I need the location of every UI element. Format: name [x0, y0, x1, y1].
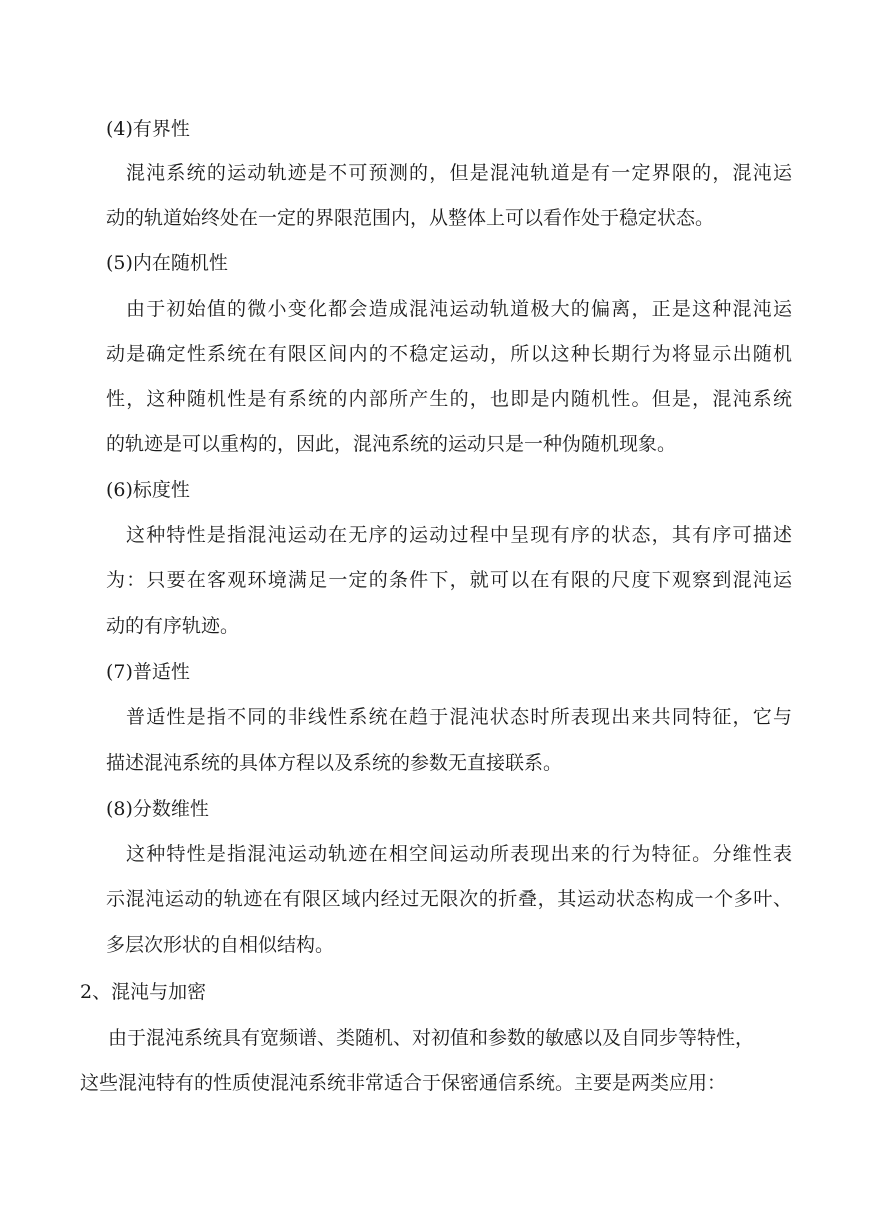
paragraph-line: 由于混沌系统具有宽频谱、类随机、对初值和参数的敏感以及自同步等特性， [108, 1027, 755, 1049]
paragraph-line: 的轨迹是可以重构的，因此，混沌系统的运动只是一种伪随机现象。 [106, 433, 677, 455]
paragraph-line: 这种特性是指混沌运动轨迹在相空间运动所表现出来的行为特征。分维性表 [126, 843, 792, 865]
paragraph-line: 多层次形状的自相似结构。 [106, 934, 335, 956]
paragraph-line: 混沌系统的运动轨迹是不可预测的，但是混沌轨道是有一定界限的，混沌运 [126, 162, 792, 184]
paragraph-line: 描述混沌系统的具体方程以及系统的参数无直接联系。 [106, 752, 563, 774]
heading-fractal-dimension: (8)分数维性 [106, 798, 209, 820]
paragraph-line: 为：只要在客观环境满足一定的条件下，就可以在有限的尺度下观察到混沌运 [106, 569, 792, 591]
paragraph-line: 动的有序轨迹。 [106, 615, 240, 637]
paragraph-line: 普适性是指不同的非线性系统在趋于混沌状态时所表现出来共同特征，它与 [126, 706, 792, 728]
paragraph-line: 这些混沌特有的性质使混沌系统非常适合于保密通信系统。主要是两类应用： [80, 1072, 727, 1094]
heading-boundedness: (4)有界性 [106, 118, 190, 140]
section-heading-chaos-encryption: 2、混沌与加密 [80, 981, 207, 1003]
paragraph-line: 这种特性是指混沌运动在无序的运动过程中呈现有序的状态，其有序可描述 [126, 524, 792, 546]
paragraph-line: 性，这种随机性是有系统的内部所产生的，也即是内随机性。但是，混沌系统 [106, 388, 792, 410]
heading-universality: (7)普适性 [106, 661, 190, 683]
heading-intrinsic-randomness: (5)内在随机性 [106, 252, 228, 274]
paragraph-line: 由于初始值的微小变化都会造成混沌运动轨道极大的偏离，正是这种混沌运 [126, 298, 792, 320]
paragraph-line: 动的轨道始终处在一定的界限范围内，从整体上可以看作处于稳定状态。 [106, 207, 715, 229]
paragraph-line: 动是确定性系统在有限区间内的不稳定运动，所以这种长期行为将显示出随机 [106, 343, 792, 365]
heading-scaling: (6)标度性 [106, 479, 190, 501]
paragraph-line: 示混沌运动的轨迹在有限区域内经过无限次的折叠，其运动状态构成一个多叶、 [106, 888, 792, 910]
